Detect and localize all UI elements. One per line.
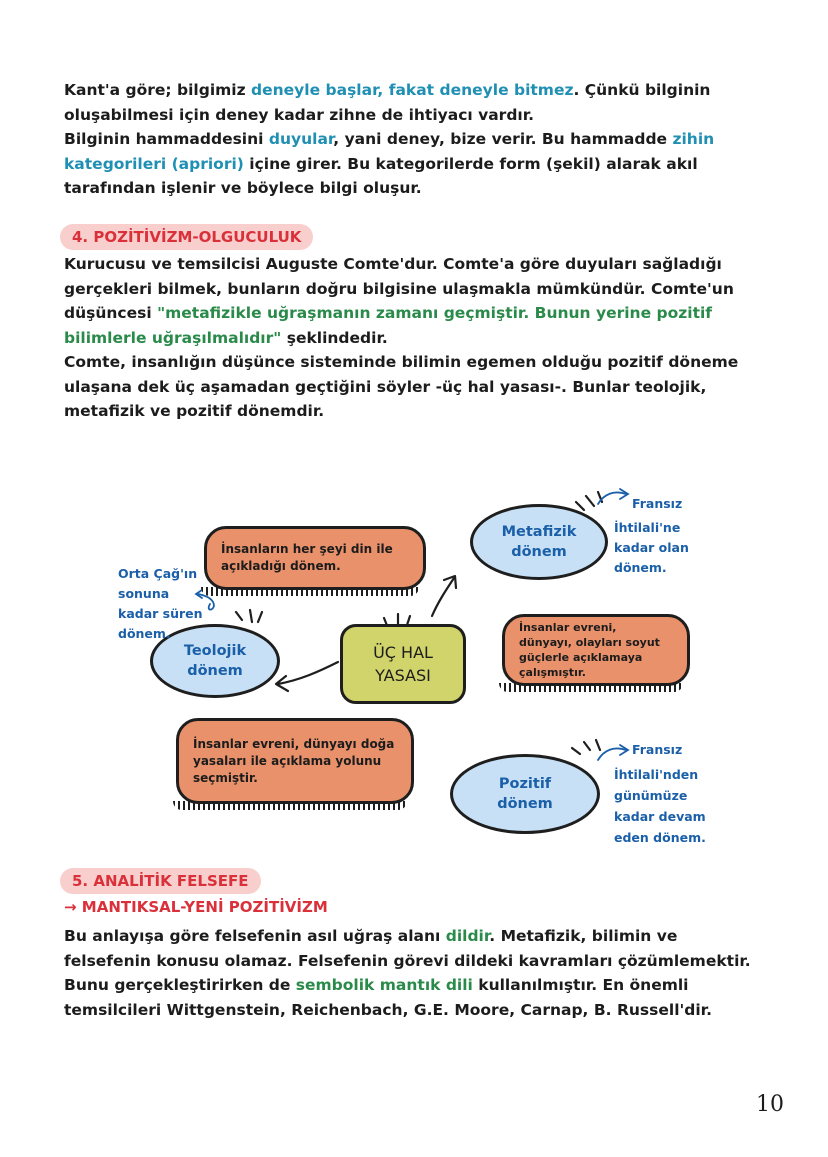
center-label: ÜÇ HAL YASASI bbox=[373, 643, 433, 685]
emphasis-marks bbox=[572, 740, 600, 754]
page-number: 10 bbox=[756, 1092, 784, 1117]
pozitivizm-text: Kurucusu ve temsilcisi Auguste Comte'dur. Comte'a göre duyuları sağladığı gerçekleri bilmek, bunların doğru bilgisine ulaşmakla mümkündür. Comte'un düşüncesi bbox=[64, 255, 734, 322]
metafizik-note-a: Fransız bbox=[632, 496, 683, 511]
uc-hal-yasasi-center bbox=[340, 624, 466, 704]
pozitif-description-box bbox=[176, 718, 414, 804]
section-heading-analitik: 5. ANALİTİK FELSEFE bbox=[60, 868, 261, 894]
kant-text: Bilginin hammaddesini bbox=[64, 130, 269, 148]
section-heading-pozitivizm: 4. POZİTİVİZM-OLGUCULUK bbox=[60, 224, 313, 250]
pozitif-note-b: İhtilali'nden günümüze kadar devam eden dönem. bbox=[614, 767, 706, 845]
kant-text: . Çünkü bilginin oluşabilmesi için deney kadar zihne de ihtiyacı vardır. bbox=[64, 81, 711, 124]
metafizik-donem-bubble bbox=[470, 504, 608, 580]
kant-text: Kant'a göre; bilgimiz bbox=[64, 81, 252, 99]
note-arrow-metafizik bbox=[598, 492, 626, 504]
emphasis-marks bbox=[576, 492, 602, 510]
section-subheading-mantiksal: → MANTIKSAL-YENİ POZİTİVİZM bbox=[64, 898, 328, 916]
metafizik-label: Metafizik dönem bbox=[501, 524, 577, 560]
pozitif-label: Pozitif dönem bbox=[497, 776, 553, 812]
analitik-text: kullanılmıştır. En önemli temsilcileri Wittgenstein, Reichenbach, G.E. Moore, Carnap, B. Russell'dir. bbox=[64, 976, 712, 1019]
teolojik-label: Teolojik dönem bbox=[183, 643, 247, 679]
arrow-head bbox=[444, 576, 456, 588]
kant-highlight-duyular: duyular bbox=[268, 130, 334, 148]
teolojik-description: İnsanların her şeyi din ile açıkladığı dönem. bbox=[221, 542, 393, 573]
emphasis-marks bbox=[236, 610, 262, 622]
analitik-text: . Metafizik, bilimin ve felsefenin konusu olamaz. Felsefenin görevi dildeki kavramları çözümlemektir. Bunu gerçekleştirirken de bbox=[64, 927, 751, 994]
kant-highlight-deney: deneyle başlar, fakat deneyle bitmez bbox=[251, 81, 574, 99]
teolojik-description-box bbox=[204, 526, 426, 590]
metafizik-description-box bbox=[502, 614, 690, 686]
note-arrow-pozitif bbox=[598, 748, 626, 760]
pozitif-description: İnsanlar evreni, dünyayı doğa yasaları ile açıklama yolunu seçmiştir. bbox=[193, 736, 395, 785]
teolojik-note: Orta Çağ'ın sonuna kadar süren dönem. bbox=[118, 566, 203, 641]
pozitivizm-paragraph-1 bbox=[64, 252, 764, 350]
pozitif-donem-bubble bbox=[450, 754, 600, 834]
pozitif-note-a: Fransız bbox=[632, 742, 683, 757]
analitik-highlight-sembolik: sembolik mantık dili bbox=[295, 976, 473, 994]
kant-highlight-kategoriler: zihin kategorileri (apriori) bbox=[64, 130, 715, 173]
kant-text: içine girer. Bu kategorilerde form (şekil) alarak akıl tarafından işlenir ve böylece bilgi oluşur. bbox=[64, 154, 698, 197]
arrow-to-metafizik bbox=[432, 578, 454, 616]
comte-quote: "metafizikle uğraşmanın zamanı geçmiştir. Bunun yerine pozitif bilimlerle uğraşılmalıdır" bbox=[64, 304, 713, 347]
pozitivizm-paragraph-2: Comte, insanlığın düşünce sisteminde bilimin egemen olduğu pozitif döneme ulaşana dek üç aşamadan geçtiğini söyler -üç hal yasası-. Bunlar teolojik, metafizik ve pozitif dönemdir. bbox=[64, 353, 739, 420]
analitik-paragraph bbox=[64, 924, 764, 1022]
metafizik-note-b: İhtilali'ne kadar olan dönem. bbox=[614, 520, 689, 575]
metafizik-description: İnsanlar evreni, dünyayı, olayları soyut güçlerle açıklamaya çalışmıştır. bbox=[519, 621, 660, 679]
kant-text: , yani deney, bize verir. Bu hammadde bbox=[333, 130, 673, 148]
analitik-text: Bu anlayışa göre felsefenin asıl uğraş alanı bbox=[64, 927, 446, 945]
kant-paragraph-2 bbox=[64, 127, 764, 201]
arrow-to-teolojik bbox=[278, 662, 338, 684]
kant-paragraph-1 bbox=[64, 78, 764, 127]
analitik-highlight-dil: dildir bbox=[445, 927, 490, 945]
arrow-head bbox=[276, 676, 288, 691]
pozitivizm-text: şeklindedir. bbox=[281, 328, 388, 347]
